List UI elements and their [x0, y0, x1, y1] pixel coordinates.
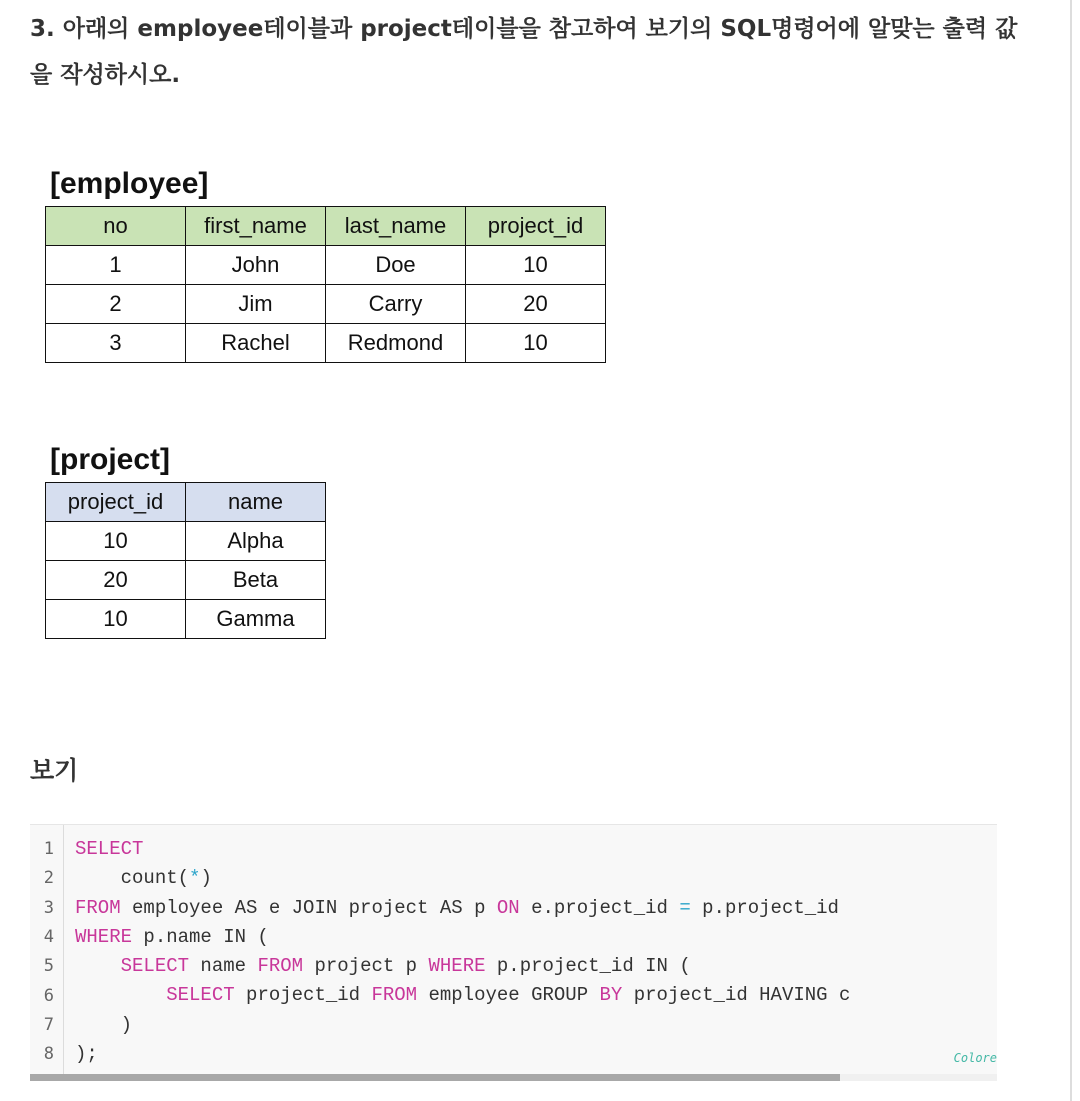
- code-keyword: FROM: [75, 896, 121, 919]
- project-cell: 10: [46, 600, 186, 639]
- code-text: employee AS e JOIN project AS p: [120, 896, 497, 919]
- line-number: 5: [43, 956, 54, 977]
- employee-header-cell: first_name: [186, 207, 326, 246]
- line-number: 4: [43, 926, 54, 947]
- code-block[interactable]: [30, 824, 997, 1081]
- code-keyword: SELECT: [120, 955, 190, 978]
- code-line: [75, 1011, 850, 1040]
- code-text: ): [200, 867, 212, 890]
- code-line: [75, 894, 850, 923]
- employee-cell: Jim: [186, 285, 326, 324]
- code-line: [75, 923, 850, 952]
- code-text: project p: [303, 955, 429, 978]
- line-number-gutter: [30, 825, 64, 1077]
- line-number: 2: [43, 868, 54, 889]
- employee-header-cell: last_name: [326, 207, 466, 246]
- code-keyword: BY: [599, 984, 623, 1007]
- code-text: [75, 984, 166, 1006]
- employee-cell: 2: [46, 285, 186, 324]
- code-text: project_id HAVING c: [622, 984, 851, 1007]
- project-header-cell: project_id: [46, 483, 186, 522]
- page-edge-divider: [1070, 0, 1072, 1101]
- code-keyword: ON: [496, 896, 520, 919]
- code-operator: =: [679, 896, 691, 919]
- line-number: 3: [43, 897, 54, 918]
- project-table-title: [project]: [50, 443, 170, 476]
- code-keyword: FROM: [371, 984, 418, 1007]
- code-keyword: WHERE: [75, 925, 133, 948]
- employee-cell: 1: [46, 246, 186, 285]
- project-cell: 20: [46, 561, 186, 600]
- table-row: [46, 561, 326, 600]
- employee-header-cell: no: [46, 207, 186, 246]
- employee-table-title: [employee]: [50, 167, 209, 200]
- code-keyword: SELECT: [75, 838, 144, 860]
- project-cell: Beta: [186, 561, 326, 600]
- employee-cell: Carry: [326, 285, 466, 324]
- code-lines: [75, 835, 850, 1069]
- line-number: 6: [43, 985, 54, 1006]
- code-text: employee GROUP: [417, 984, 600, 1007]
- code-line: [75, 981, 850, 1010]
- employee-table: [45, 206, 606, 363]
- employee-cell: Doe: [326, 246, 466, 285]
- code-line: [75, 864, 850, 893]
- horizontal-scrollbar[interactable]: [30, 1074, 997, 1081]
- employee-cell: John: [186, 246, 326, 285]
- employee-cell: 20: [466, 285, 606, 324]
- code-line: [75, 835, 850, 864]
- example-section-title: 보기: [30, 756, 79, 785]
- code-operator: *: [189, 867, 201, 890]
- question-text: 3. 아래의 employee테이블과 project테이블을 참고하여 보기의 SQL명령어에 알맞는 출력 값을 작성하시오.: [30, 16, 1018, 88]
- code-keyword: FROM: [257, 955, 304, 978]
- employee-cell: Redmond: [326, 324, 466, 363]
- table-row: [46, 324, 606, 363]
- code-line: [75, 1040, 850, 1069]
- employee-cell: 3: [46, 324, 186, 363]
- line-number: 7: [43, 1014, 54, 1035]
- project-table: [45, 482, 326, 639]
- employee-cell: 10: [466, 324, 606, 363]
- table-row: [46, 246, 606, 285]
- code-text: count(: [75, 867, 190, 890]
- code-keyword: SELECT: [166, 984, 235, 1007]
- employee-cell: 10: [466, 246, 606, 285]
- line-number: 8: [43, 1044, 54, 1065]
- project-cell: Alpha: [186, 522, 326, 561]
- code-text: project_id: [234, 984, 372, 1007]
- project-cell: 10: [46, 522, 186, 561]
- code-text: p.name IN (: [132, 925, 269, 948]
- code-keyword: WHERE: [428, 955, 486, 978]
- code-line: [75, 952, 850, 981]
- table-row: [46, 600, 326, 639]
- project-table-header-row: [46, 483, 326, 522]
- line-number: 1: [43, 839, 54, 859]
- code-text: e.project_id: [519, 896, 680, 919]
- employee-table-header-row: [46, 207, 606, 246]
- table-row: [46, 522, 326, 561]
- scrollbar-thumb[interactable]: [30, 1074, 840, 1081]
- code-text: );: [75, 1043, 98, 1066]
- code-text: name: [189, 955, 258, 978]
- code-text: ): [75, 1013, 133, 1036]
- code-text: [75, 955, 121, 977]
- employee-header-cell: project_id: [466, 207, 606, 246]
- code-text: p.project_id: [690, 896, 839, 919]
- table-row: [46, 285, 606, 324]
- code-text: p.project_id IN (: [485, 955, 691, 978]
- code-colorizer-watermark: Colore: [953, 1051, 997, 1065]
- project-header-cell: name: [186, 483, 326, 522]
- project-cell: Gamma: [186, 600, 326, 639]
- employee-cell: Rachel: [186, 324, 326, 363]
